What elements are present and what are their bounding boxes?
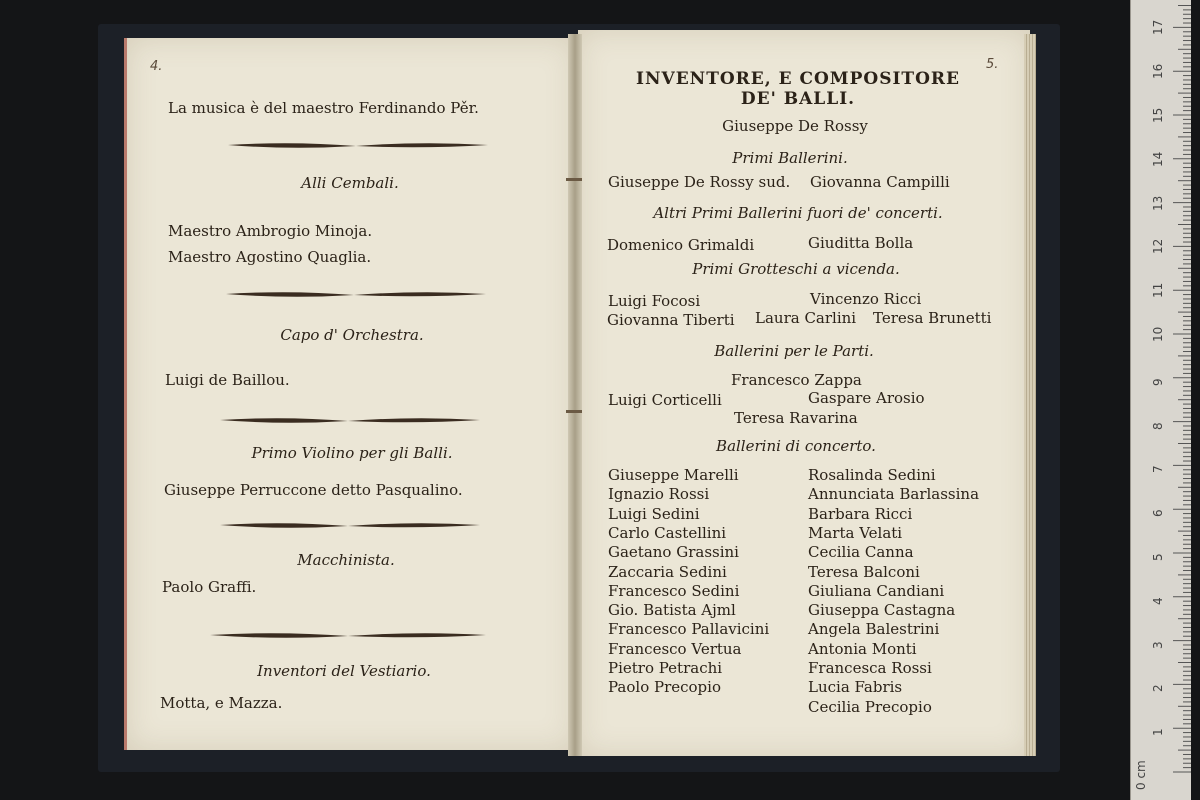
- grotteschi-name: Luigi Focosi: [608, 292, 701, 310]
- cembali-name: Maestro Agostino Quaglia.: [168, 248, 372, 266]
- concerto-dancer-name: Francesco Sedini: [608, 581, 740, 600]
- concerto-dancer-name: Giuliana Candiani: [808, 581, 945, 600]
- altri-name: Giuditta Bolla: [808, 234, 914, 252]
- choreographer-name: Giuseppe De Rossy: [722, 117, 868, 135]
- ruler-mark-label: 13: [1151, 195, 1165, 211]
- grotteschi-heading: Primi Grotteschi a vicenda.: [692, 260, 900, 278]
- ornamental-rule: [218, 412, 482, 428]
- ruler-mark-label: 15: [1151, 107, 1165, 123]
- parti-heading: Ballerini per le Parti.: [714, 342, 874, 360]
- costume-heading: Inventori del Vestiario.: [257, 662, 431, 680]
- ruler-mark-label: 5: [1151, 553, 1165, 561]
- ruler-mark-label: 8: [1151, 421, 1165, 430]
- ruler-mark-label: 3: [1151, 640, 1165, 649]
- orchestra-heading: Capo d' Orchestra.: [280, 326, 424, 344]
- cembali-heading: Alli Cembali.: [301, 174, 399, 192]
- concerto-dancer-name: Cecilia Canna: [808, 543, 914, 562]
- concerto-dancer-name: Barbara Ricci: [808, 504, 913, 523]
- concerto-dancer-name: Carlo Castellini: [608, 523, 727, 542]
- concerto-dancer-name: Annunciata Barlassina: [808, 485, 980, 504]
- ruler-mark-label: 4: [1151, 597, 1165, 605]
- ruler-mark-label: 2: [1151, 684, 1165, 693]
- ruler-mark-label: 10: [1151, 326, 1165, 342]
- concerto-dancer-name: Francesco Vertua: [608, 639, 742, 658]
- cembali-name: Maestro Ambrogio Minoja.: [168, 222, 373, 240]
- concerto-dancer-name: Pietro Petrachi: [608, 659, 723, 677]
- grotteschi-name: Vincenzo Ricci: [810, 290, 922, 308]
- machinist-name: Paolo Graffi.: [162, 578, 257, 596]
- concerto-dancer-name: Lucia Fabris: [808, 678, 903, 697]
- concerto-dancer-name: Luigi Sedini: [608, 504, 700, 523]
- ruler-mark-label: 16: [1151, 63, 1165, 80]
- ruler-unit-label: 0 cm: [1134, 760, 1148, 790]
- ruler-mark-label: 9: [1151, 378, 1165, 386]
- primi-name: Giuseppe De Rossy sud.: [608, 173, 791, 191]
- concerto-dancer-name: Ignazio Rossi: [608, 485, 710, 504]
- primi-name: Giovanna Campilli: [810, 173, 950, 191]
- concerto-dancer-name: Francesca Rossi: [808, 659, 932, 677]
- concerto-dancer-name: Marta Velati: [808, 523, 903, 542]
- concerto-dancer-name: Angela Balestrini: [808, 620, 940, 639]
- music-credit: La musica è del maestro Ferdinando Pěr.: [168, 99, 479, 117]
- ornamental-rule: [224, 286, 488, 302]
- grotteschi-name: Teresa Brunetti: [873, 309, 992, 327]
- concerto-dancer-name: Francesco Pallavicini: [608, 620, 770, 639]
- left-page-number: 4.: [150, 59, 163, 74]
- concerto-heading: Ballerini di concerto.: [716, 437, 876, 455]
- page-edges: [1024, 34, 1036, 756]
- altri-name: Domenico Grimaldi: [607, 236, 755, 254]
- measurement-ruler: [1130, 0, 1191, 800]
- ornamental-rule: [226, 137, 490, 153]
- grotteschi-name: Giovanna Tiberti: [607, 311, 735, 329]
- primi-heading: Primi Ballerini.: [732, 149, 848, 167]
- ruler-mark-label: 14: [1151, 151, 1165, 167]
- page-title: INVENTORE, E COMPOSITORE: [636, 69, 960, 89]
- grotteschi-name: Laura Carlini: [755, 309, 857, 327]
- parti-name: Teresa Ravarina: [734, 409, 858, 427]
- right-page-number: 5.: [986, 57, 999, 72]
- parti-name: Gaspare Arosio: [808, 389, 925, 407]
- ruler-mark-label: 1: [1151, 728, 1165, 737]
- concerto-dancer-name: Giuseppa Castagna: [808, 601, 956, 620]
- page-title-line2: DE' BALLI.: [740, 89, 856, 109]
- altri-heading: Altri Primi Ballerini fuori de' concerti.: [653, 204, 943, 222]
- binding-stitch: [566, 178, 582, 181]
- binding-stitch: [566, 410, 582, 413]
- ruler-mark-label: 7: [1151, 465, 1165, 474]
- violin-name: Giuseppe Perruccone detto Pasqualino.: [164, 481, 463, 499]
- ornamental-rule: [218, 517, 482, 533]
- parti-name: Francesco Zappa: [731, 371, 862, 389]
- book-gutter: [568, 34, 582, 756]
- concerto-dancer-name: Teresa Balconi: [808, 562, 920, 581]
- concerto-dancer-name: Rosalinda Sedini: [808, 466, 936, 484]
- orchestra-name: Luigi de Baillou.: [165, 371, 290, 389]
- machinist-heading: Macchinista.: [297, 551, 395, 569]
- concerto-dancer-name: Antonia Monti: [808, 639, 917, 658]
- ruler-mark-label: 11: [1151, 282, 1165, 299]
- ruler-mark-label: 6: [1151, 509, 1165, 518]
- parti-name: Luigi Corticelli: [608, 391, 722, 409]
- ruler-mark-label: 17: [1151, 20, 1165, 36]
- ruler-mark-label: 12: [1151, 239, 1165, 255]
- concerto-dancer-name: Gaetano Grassini: [608, 543, 739, 562]
- concerto-dancer-name: Paolo Precopio: [608, 678, 721, 697]
- concerto-dancer-name: Gio. Batista Ajml: [608, 601, 736, 620]
- concerto-dancer-name: Cecilia Precopio: [808, 697, 932, 716]
- concerto-dancer-name: Giuseppe Marelli: [608, 466, 739, 484]
- costume-names: Motta, e Mazza.: [160, 694, 283, 712]
- ornamental-rule: [208, 627, 488, 643]
- concerto-dancer-name: Zaccaria Sedini: [608, 562, 727, 581]
- violin-heading: Primo Violino per gli Balli.: [251, 444, 453, 462]
